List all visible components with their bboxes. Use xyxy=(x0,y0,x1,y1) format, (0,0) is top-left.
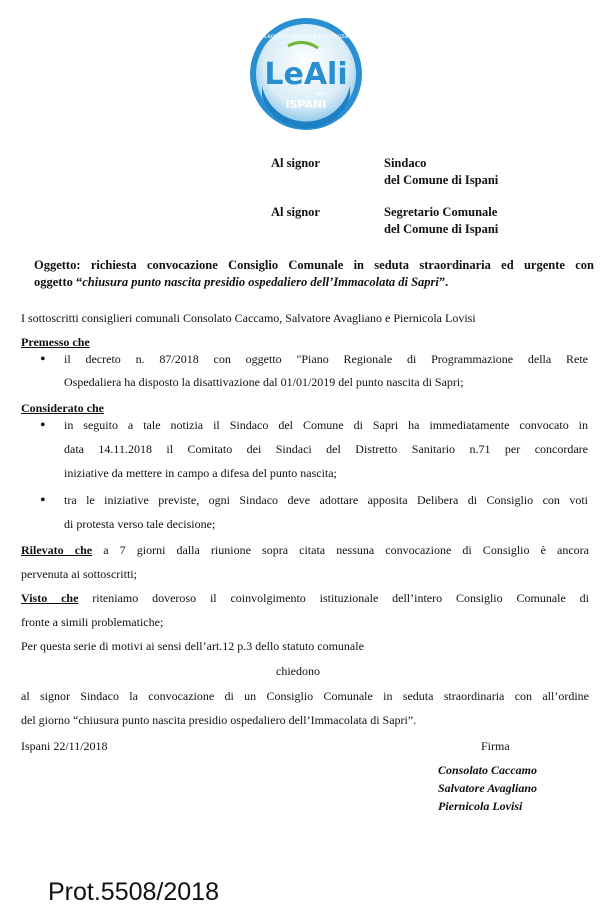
richiesta-line-2: del giorno “chiusura punto nascita presidio ospedaliero dell’Immacolata di Sapri”. xyxy=(21,713,417,727)
rilevato-heading: Rilevato che xyxy=(21,543,93,557)
rilevato-line-1 xyxy=(21,542,589,559)
premesso-bullet-1-line-1: il decreto n. 87/2018 con oggetto "Piano Regionale di Programmazione della Rete xyxy=(64,352,588,366)
recipient-2-line2: del Comune di Ispani xyxy=(384,222,499,236)
subject-italic: chiusura punto nascita presidio ospedaliero dell’Immacolata di Sapri xyxy=(82,275,439,289)
motivi-text: Per questa serie di motivi ai sensi dell’art.12 p.3 dello statuto comunale xyxy=(21,639,364,653)
protocol-number: Prot.5508/2018 xyxy=(48,878,219,906)
signatory-2: Salvatore Avagliano xyxy=(438,781,537,795)
firma-label: Firma xyxy=(481,739,510,753)
subject xyxy=(34,257,594,291)
bullet-icon: • xyxy=(40,417,46,434)
visto-line-1 xyxy=(21,590,589,607)
richiesta-line-1: al signor Sindaco la convocazione di un Consiglio Comunale in seduta straordinaria con all’ordine xyxy=(21,689,589,703)
chiedono-text: chiedono xyxy=(276,664,320,678)
subject-line-1: Oggetto: richiesta convocazione Consiglio Comunale in seduta straordinaria ed urgente con xyxy=(34,258,594,272)
subject-suffix: ”. xyxy=(438,275,449,289)
bullet-icon: • xyxy=(40,492,46,509)
subject-line-2 xyxy=(34,274,594,291)
considerato-bullet-1-line-1: in seguito a tale notizia il Sindaco del Comune di Sapri ha immediatamente convocato in xyxy=(64,418,588,432)
bullet-icon: • xyxy=(40,351,46,368)
considerato-heading: Considerato che xyxy=(21,401,104,415)
leali-ispani-logo xyxy=(248,16,364,132)
rilevato-line-2: pervenuta ai sottoscritti; xyxy=(21,567,137,581)
recipient-1-line1: Sindaco xyxy=(384,156,427,170)
subject-prefix: oggetto “ xyxy=(34,275,83,289)
place-date: Ispani 22/11/2018 xyxy=(21,739,108,753)
rilevato-text: a 7 giorni dalla riunione sopra citata nessuna convocazione di Consiglio è ancora xyxy=(92,543,589,557)
premesso-heading: Premesso che xyxy=(21,335,90,349)
recipient-1-line2: del Comune di Ispani xyxy=(384,173,499,187)
recipient-1-label: Al signor xyxy=(271,156,320,170)
logo-name: LeAli xyxy=(264,57,348,92)
considerato-bullet-1-line-3: iniziative da mettere in campo a difesa del punto nascita; xyxy=(64,466,337,480)
recipient-2-line1: Segretario Comunale xyxy=(384,205,498,219)
logo-per: per xyxy=(315,91,325,97)
logo-top-text: Legalità, libertà e coscienza xyxy=(264,33,348,40)
premesso-bullet-1-line-2: Ospedaliera ha disposto la disattivazione dal 01/01/2019 del punto nascita di Sapri; xyxy=(64,375,464,389)
considerato-bullet-2-line-1: tra le iniziative previste, ogni Sindaco deve adottare apposita Delibera di Consiglio con voti xyxy=(64,493,588,507)
recipient-2-label: Al signor xyxy=(271,205,320,219)
intro-text: I sottoscritti consiglieri comunali Consolato Caccamo, Salvatore Avagliano e Piernicola Lovisi xyxy=(21,311,476,325)
signatory-1: Consolato Caccamo xyxy=(438,763,538,777)
logo-place: ISPANI xyxy=(285,98,327,111)
considerato-bullet-1-line-2: data 14.11.2018 il Comitato dei Sindaci del Distretto Sanitario n.71 per concordare xyxy=(64,442,588,456)
considerato-bullet-2-line-2: di protesta verso tale decisione; xyxy=(64,517,216,531)
signatory-3: Piernicola Lovisi xyxy=(438,799,523,813)
visto-text: riteniamo doveroso il coinvolgimento istituzionale dell’intero Consiglio Comunale di xyxy=(78,591,590,605)
visto-line-2: fronte a simili problematiche; xyxy=(21,615,164,629)
visto-heading: Visto che xyxy=(21,591,79,605)
